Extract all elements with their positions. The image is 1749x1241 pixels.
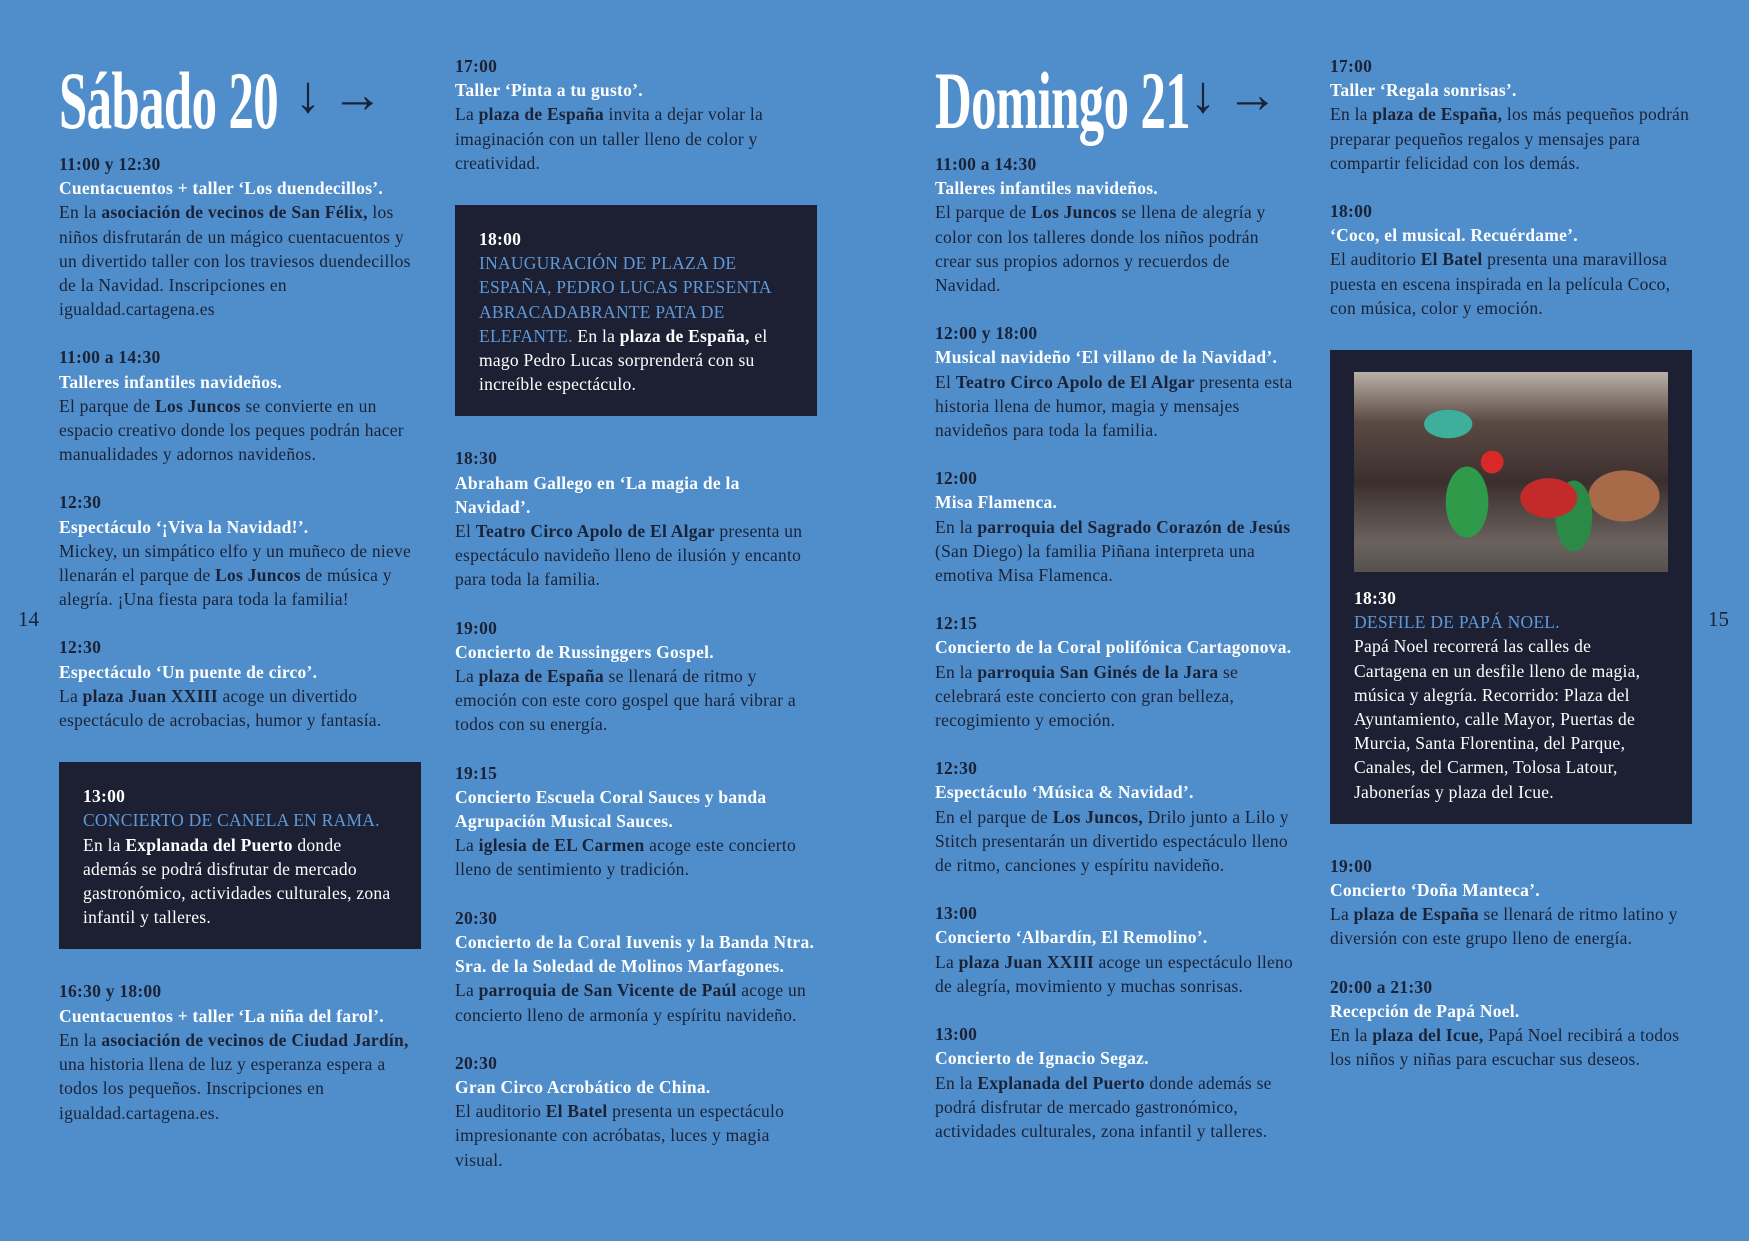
event-text: La: [455, 835, 479, 856]
event-description: [1330, 1023, 1692, 1071]
event-title: Espectáculo ‘¡Viva la Navidad!’.: [59, 516, 309, 537]
event-text: En la: [59, 202, 102, 223]
event-time: 18:30: [455, 448, 498, 469]
page-number-right: 15: [1708, 607, 1729, 631]
event-text: La: [455, 104, 479, 125]
event-title: Concierto ‘Doña Manteca’.: [1330, 880, 1540, 901]
event-venue: iglesia de EL Carmen: [478, 835, 645, 856]
event-text: se llena de alegría y color con los talleres donde los niños podrán crear sus propios adornos y recuerdos de Navidad.: [935, 202, 1266, 296]
event-venue: Teatro Circo Apolo de El Algar: [475, 521, 715, 542]
day-heading: [935, 55, 1297, 152]
event-time: 18:30: [1354, 588, 1397, 609]
event-text: Papá Noel recibirá a todos los niños y niñas para escuchar sus deseos.: [1330, 1025, 1680, 1070]
event-time: 13:00: [935, 903, 978, 924]
event-item: [935, 152, 1297, 297]
event-description: [935, 950, 1297, 998]
event-text: se convierte en un espacio creativo donde los peques podrán hacer manualidades y adornos navideños.: [59, 395, 404, 465]
event-time: 12:30: [935, 758, 978, 779]
event-title: Talleres infantiles navideños.: [935, 178, 1158, 199]
event-text: En la: [1330, 1025, 1373, 1046]
event-text: En la: [1330, 104, 1373, 125]
event-title: ‘Coco, el musical. Recuérdame’.: [1330, 225, 1578, 246]
event-title: Concierto de la Coral Iuvenis y la Banda Ntra. Sra. de la Soledad de Molinos Marfagones.: [455, 931, 815, 977]
event-time: 13:00: [83, 786, 126, 807]
event-venue: Los Juncos: [155, 395, 241, 416]
event-time: 12:00 y 18:00: [935, 323, 1038, 344]
event-text: La: [1330, 904, 1354, 925]
event-text: En la: [935, 661, 978, 682]
event-item: [59, 345, 421, 466]
event-item: [935, 611, 1297, 732]
event-item: [455, 616, 817, 737]
event-item: [1330, 199, 1692, 320]
event-item: [935, 1022, 1297, 1143]
event-description: [455, 102, 817, 175]
event-text: una historia llena de luz y esperanza espera a todos los pequeños. Inscripciones en igualdad.cartagena.es.: [59, 1054, 386, 1123]
event-item: [59, 490, 421, 611]
event-title: Talleres infantiles navideños.: [59, 371, 282, 392]
event-text: acoge un concierto lleno de armonía y espíritu navideño.: [455, 980, 806, 1025]
event-item: [455, 1051, 817, 1172]
event-text: presenta un espectáculo impresionante con acróbatas, luces y magia visual.: [455, 1101, 785, 1170]
event-text: se llenará de ritmo y emoción con este coro gospel que hará vibrar a todos con su energía.: [455, 666, 796, 735]
event-venue: plaza de España: [1353, 904, 1479, 925]
event-text: En la: [83, 834, 126, 855]
event-title: Espectáculo ‘Música & Navidad’.: [935, 782, 1194, 803]
event-text: La: [935, 951, 959, 972]
event-title: DESFILE DE PAPÁ NOEL.: [1354, 612, 1560, 633]
event-description: [935, 200, 1297, 297]
column-saturday-1: [59, 55, 421, 1149]
event-item: [455, 446, 817, 591]
event-time: 20:30: [455, 907, 498, 928]
event-venue: Los Juncos: [215, 565, 301, 586]
day-title: Domingo 21: [935, 55, 1191, 146]
event-item: [455, 54, 817, 175]
event-text: acoge este concierto lleno de sentimiento y tradición.: [455, 835, 796, 880]
event-title: Taller ‘Regala sonrisas’.: [1330, 80, 1517, 101]
event-description: [935, 370, 1297, 443]
event-text: invita a dejar volar la imaginación con un taller lleno de color y creatividad.: [455, 104, 763, 173]
event-description: [935, 660, 1297, 733]
event-item: [59, 979, 421, 1124]
heading-arrows: [1190, 66, 1279, 126]
event-venue: asociación de vecinos de San Félix,: [101, 202, 368, 223]
heading-arrows: [295, 66, 384, 126]
event-description: [455, 519, 817, 592]
event-title: Espectáculo ‘Un puente de circo’.: [59, 661, 318, 682]
arrow-right-icon: →: [1226, 67, 1279, 124]
event-title: Cuentacuentos + taller ‘Los duendecillos’.: [59, 178, 383, 199]
event-text: presenta una maravillosa puesta en escena inspirada en la película Coco, con música, color y emoción.: [1330, 249, 1671, 318]
event-item: [455, 761, 817, 882]
event-time: 12:30: [59, 637, 102, 658]
event-venue: Teatro Circo Apolo de El Algar: [955, 371, 1195, 392]
event-text: El auditorio: [1330, 249, 1421, 270]
event-time: 12:00: [935, 468, 978, 489]
highlight-event-box: [455, 205, 817, 416]
day-heading: [59, 55, 421, 152]
highlight-event-box: [1330, 350, 1692, 824]
event-description: [1330, 102, 1692, 175]
event-venue: El Batel: [545, 1101, 608, 1122]
event-text: acoge un divertido espectáculo de acrobacias, humor y fantasía.: [59, 685, 382, 731]
event-text: presenta esta historia llena de humor, magia y mensajes navideños para toda la familia.: [935, 371, 1293, 441]
event-text: se celebrará este concierto con gran belleza, recogimiento y emoción.: [935, 661, 1239, 731]
column-sunday-2: [1330, 54, 1692, 1095]
event-venue: plaza de España,: [1372, 104, 1503, 125]
event-item: [935, 756, 1297, 877]
event-text: (San Diego) la familia Piñana interpreta una emotiva Misa Flamenca.: [935, 540, 1256, 586]
event-venue: El Batel: [1420, 249, 1483, 270]
event-description: [455, 833, 817, 881]
event-title: Concierto de Russinggers Gospel.: [455, 641, 714, 662]
event-venue: plaza de España: [478, 666, 604, 687]
event-description: [455, 978, 817, 1026]
event-title: Abraham Gallego en ‘La magia de la Navidad’.: [455, 472, 740, 517]
event-time: 17:00: [1330, 56, 1373, 76]
event-venue: parroquia de San Vicente de Paúl: [478, 980, 737, 1001]
event-item: [935, 901, 1297, 998]
event-description: [1330, 247, 1692, 320]
event-title: INAUGURACIÓN DE PLAZA DE ESPAÑA, PEDRO LUCAS PRESENTA ABRACADABRANTE PATA DE ELEFANTE.: [479, 253, 771, 346]
event-description: [59, 684, 421, 732]
event-text: En la: [935, 516, 978, 537]
event-title: Concierto de Ignacio Segaz.: [935, 1048, 1149, 1069]
event-venue: Los Juncos,: [1052, 806, 1143, 827]
event-description: [455, 664, 817, 737]
event-text: donde además se podrá disfrutar de mercado gastronómico, actividades culturales, zona infantil y talleres.: [83, 834, 391, 928]
event-title: Musical navideño ‘El villano de la Navidad’.: [935, 347, 1278, 368]
event-time: 11:00 a 14:30: [935, 154, 1037, 174]
event-text: En la: [935, 1072, 978, 1093]
event-description: [479, 251, 793, 396]
event-text: Mickey, un simpático elfo y un muñeco de nieve llenarán el parque de: [59, 540, 412, 586]
event-time: 11:00 y 12:30: [59, 154, 161, 174]
event-description: [59, 200, 421, 321]
event-text: El parque de: [935, 202, 1032, 223]
page-number-left: 14: [18, 607, 39, 631]
event-venue: plaza de España: [478, 104, 604, 125]
event-description: [59, 1028, 421, 1125]
event-time: 18:00: [479, 229, 522, 250]
event-time: 20:30: [455, 1052, 498, 1073]
santa-parade-photo: [1354, 372, 1668, 572]
event-venue: plaza Juan XXIII: [958, 951, 1094, 972]
event-text: los niños disfrutarán de un mágico cuentacuentos y un divertido taller con los traviesos duendecillos de la Navidad. Inscripciones en igualdad.cartagena.es: [59, 202, 411, 320]
arrow-down-icon: ↓: [1190, 67, 1217, 124]
event-description: [935, 1071, 1297, 1144]
event-description: [83, 833, 397, 930]
arrow-down-icon: ↓: [295, 67, 322, 124]
event-description: [935, 805, 1297, 878]
event-time: 20:00 a 21:30: [1330, 976, 1433, 997]
event-text: El: [455, 521, 476, 542]
event-venue: asociación de vecinos de Ciudad Jardín,: [101, 1029, 409, 1050]
event-title: Concierto ‘Albardín, El Remolino’.: [935, 927, 1208, 948]
event-time: 17:00: [455, 56, 498, 76]
event-venue: Explanada del Puerto: [125, 834, 293, 855]
event-item: [59, 152, 421, 321]
event-venue: parroquia San Ginés de la Jara: [977, 661, 1219, 682]
event-text: La: [59, 685, 83, 706]
event-description: [455, 1099, 817, 1172]
event-time: 12:30: [59, 492, 102, 513]
event-item: [455, 906, 817, 1027]
event-title: Concierto de la Coral polifónica Cartagonova.: [935, 637, 1292, 658]
event-text: Papá Noel recorrerá las calles de Cartagena en un desfile lleno de magia, música y alegría. Recorrido: Plaza del Ayuntamiento, calle Mayor, Puertas de Murcia, Santa Florentina, del Parque, Canales, del Carmen, Tolosa Latour, Jabonerías y plaza del Icue.: [1354, 636, 1641, 802]
event-text: donde además se podrá disfrutar de mercado gastronómico, actividades culturales, zona infantil y talleres.: [935, 1072, 1272, 1141]
event-text: los más pequeños podrán preparar pequeños regalos y mensajes para compartir felicidad con los demás.: [1330, 104, 1690, 173]
event-time: 19:00: [1330, 855, 1373, 876]
arrow-right-icon: →: [331, 67, 384, 124]
event-text: El parque de: [59, 395, 156, 416]
event-time: 18:00: [1330, 201, 1373, 222]
column-sunday-1: [935, 55, 1297, 1167]
event-venue: plaza Juan XXIII: [82, 685, 218, 706]
event-time: 12:15: [935, 613, 978, 634]
event-item: [1330, 54, 1692, 175]
event-title: Taller ‘Pinta a tu gusto’.: [455, 80, 643, 101]
event-text: El: [935, 371, 956, 392]
event-venue: parroquia del Sagrado Corazón de Jesús: [977, 516, 1291, 537]
event-title: Recepción de Papá Noel.: [1330, 1000, 1520, 1021]
event-text: el mago Pedro Lucas sorprenderá con su increíble espectáculo.: [479, 325, 768, 395]
event-item: [59, 635, 421, 732]
event-venue: Los Juncos: [1031, 202, 1117, 223]
event-time: 13:00: [935, 1024, 978, 1045]
event-time: 16:30 y 18:00: [59, 981, 162, 1002]
event-description: [1330, 902, 1692, 950]
event-title: Cuentacuentos + taller ‘La niña del farol’.: [59, 1005, 384, 1026]
event-text: En el parque de: [935, 806, 1053, 827]
day-title: Sábado 20: [59, 55, 279, 146]
event-item: [935, 321, 1297, 442]
event-description: [59, 539, 421, 612]
event-item: [935, 466, 1297, 587]
event-item: [1330, 975, 1692, 1072]
event-title: Misa Flamenca.: [935, 492, 1058, 513]
event-title: CONCIERTO DE CANELA EN RAMA.: [83, 810, 380, 831]
event-venue: plaza de España,: [619, 325, 750, 346]
event-title: Concierto Escuela Coral Sauces y banda Agrupación Musical Sauces.: [455, 786, 767, 832]
highlight-event-box: [59, 762, 421, 949]
event-text: En la: [59, 1029, 102, 1050]
event-text: se llenará de ritmo latino y diversión con este grupo lleno de energía.: [1330, 904, 1678, 949]
event-description: [1354, 634, 1668, 803]
event-venue: plaza del Icue,: [1372, 1025, 1484, 1046]
event-time: 11:00 a 14:30: [59, 347, 161, 368]
event-text: presenta un espectáculo navideño lleno de ilusión y encanto para toda la familia.: [455, 521, 803, 590]
event-title: Gran Circo Acrobático de China.: [455, 1076, 711, 1097]
event-text: En la: [572, 325, 620, 346]
event-item: [1330, 854, 1692, 951]
column-saturday-2: [455, 54, 817, 1196]
event-time: 19:00: [455, 617, 498, 638]
event-text: El auditorio: [455, 1101, 546, 1122]
event-text: de música y alegría. ¡Una fiesta para toda la familia!: [59, 565, 392, 610]
event-text: La: [455, 666, 479, 687]
event-description: [59, 394, 421, 467]
event-time: 19:15: [455, 762, 498, 783]
event-venue: Explanada del Puerto: [977, 1072, 1145, 1093]
event-text: acoge un espectáculo lleno de alegría, movimiento y muchas sonrisas.: [935, 951, 1294, 996]
event-text: Drilo junto a Lilo y Stitch presentarán un divertido espectáculo lleno de ritmo, canciones y espíritu navideño.: [935, 806, 1289, 876]
event-text: La: [455, 980, 479, 1001]
event-description: [935, 515, 1297, 588]
